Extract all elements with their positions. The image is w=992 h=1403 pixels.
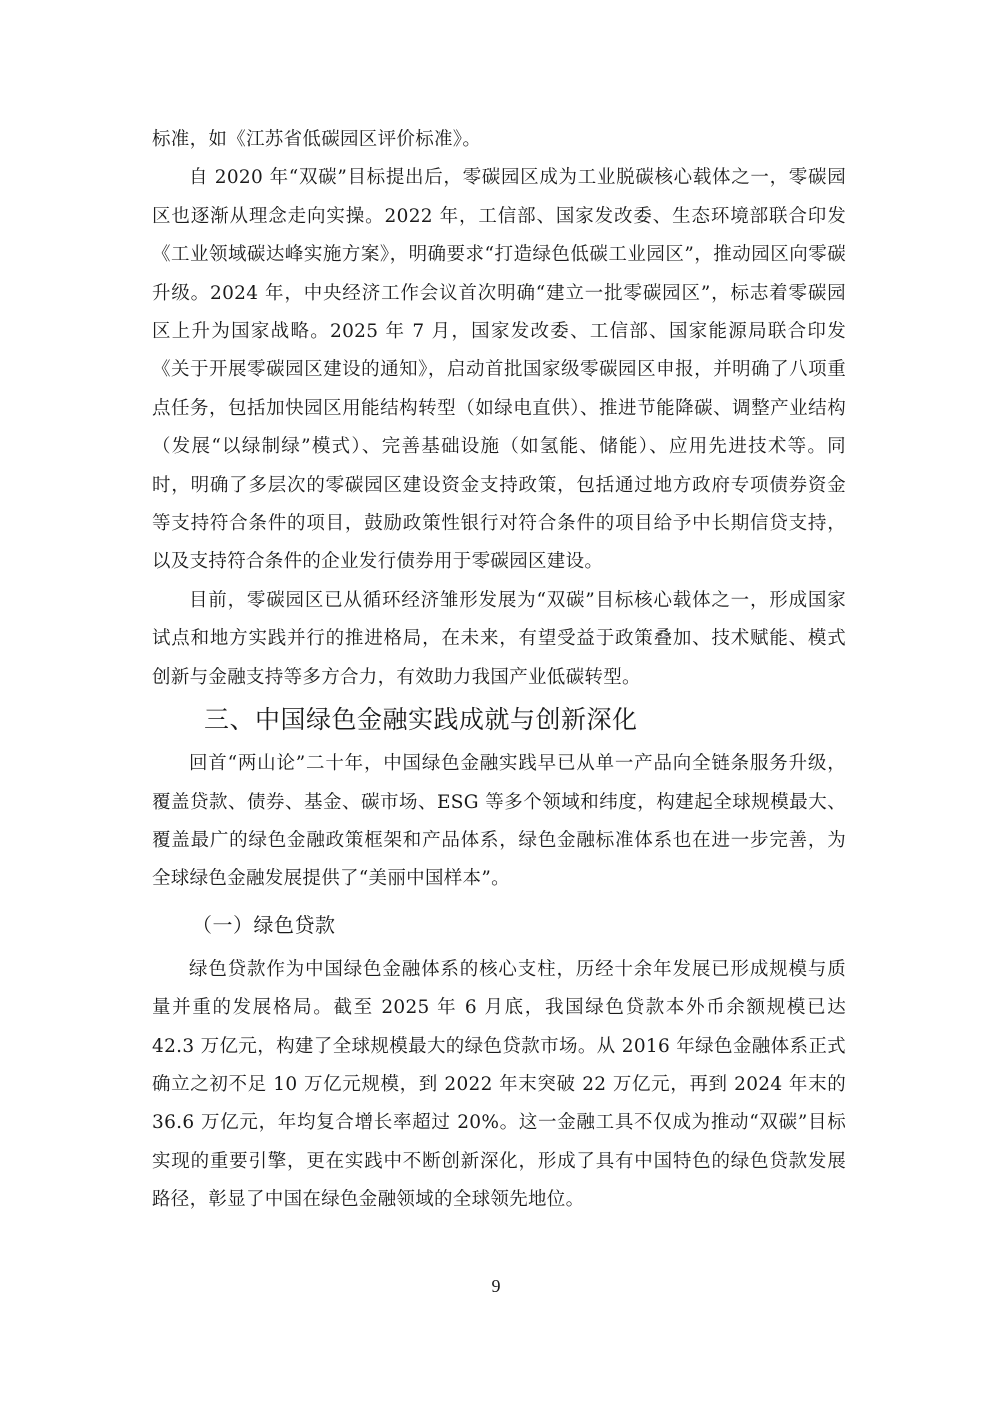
paragraph-section-intro: 回首“两山论”二十年，中国绿色金融实践早已从单一产品向全链条服务升级，覆盖贷款、债券、基金、碳市场、ESG 等多个领域和纬度，构建起全球规模最大、覆盖最广的绿色金融政策框架和产品体系，绿色金融标准体系也在进一步完善，为全球绿色金融发展提供了“美丽中国样本”。 xyxy=(152,753,846,890)
subsection-heading: （一）绿色贷款 xyxy=(192,912,336,937)
page-body xyxy=(152,121,846,1220)
paragraph-zero-carbon-outlook: 目前，零碳园区已从循环经济雏形发展为“双碳”目标核心载体之一，形成国家试点和地方实践并行的推进格局，在未来，有望受益于政策叠加、技术赋能、模式创新与金融支持等多方合力，有效助力我国产业低碳转型。 xyxy=(152,589,846,688)
paragraph-continuation: 标准，如《江苏省低碳园区评价标准》。 xyxy=(152,129,482,150)
section-heading: 三、中国绿色金融实践成就与创新深化 xyxy=(204,705,638,735)
paragraph-zero-carbon-policy: 自 2020 年“双碳”目标提出后，零碳园区成为工业脱碳核心载体之一，零碳园区也逐渐从理念走向实操。2022 年，工信部、国家发改委、生态环境部联合印发《工业领域碳达峰实施方案》，明确要求“打造绿色低碳工业园区”，推动园区向零碳升级。2024 年，中央经济工作会议首次明确“建立一批零碳园区”，标志着零碳园区上升为国家战略。2025 年 7 月，国家发改委、工信部、国家能源局联合印发《关于开展零碳园区建设的通知》，启动首批国家级零碳园区申报，并明确了八项重点任务，包括加快园区用能结构转型（如绿电直供）、推进节能降碳、调整产业结构（发展“以绿制绿”模式）、完善基础设施（如氢能、储能）、应用先进技术等。同时，明确了多层次的零碳园区建设资金支持政策，包括通过地方政府专项债券资金等支持符合条件的项目，鼓励政策性银行对符合条件的项目给予中长期信贷支持，以及支持符合条件的企业发行债券用于零碳园区建设。 xyxy=(152,167,846,573)
page-number: 9 xyxy=(491,1276,501,1296)
paragraph-green-loans: 绿色贷款作为中国绿色金融体系的核心支柱，历经十余年发展已形成规模与质量并重的发展格局。截至 2025 年 6 月底，我国绿色贷款本外币余额规模已达 42.3 万亿元，构建了全球规模最大的绿色贷款市场。从 2016 年绿色金融体系正式确立之初不足 10 万亿元规模，到 2022 年末突破 22 万亿元，再到 2024 年末的 36.6 万亿元，年均复合增长率超过 20%。这一金融工具不仅成为推动“双碳”目标实现的重要引擎，更在实践中不断创新深化，形成了具有中国特色的绿色贷款发展路径，彰显了中国在绿色金融领域的全球领先地位。 xyxy=(152,958,846,1211)
